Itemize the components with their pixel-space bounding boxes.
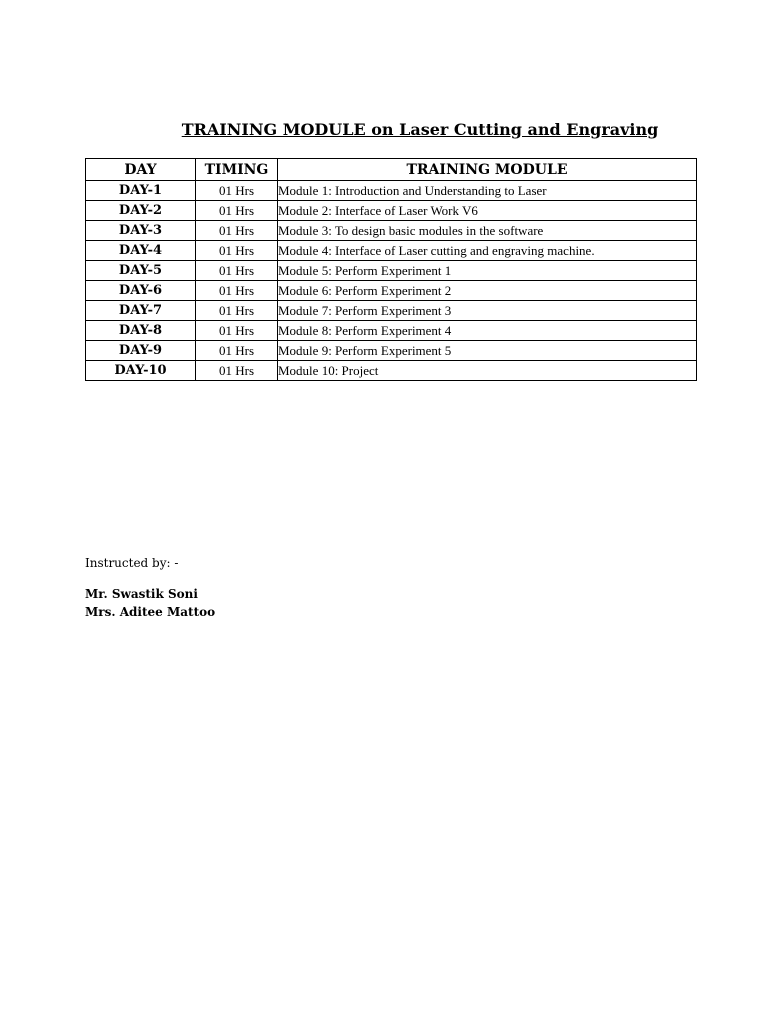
day-cell: DAY-4 — [86, 241, 196, 261]
document-title: TRAINING MODULE on Laser Cutting and Engraving — [181, 120, 659, 139]
column-header-day: DAY — [86, 159, 196, 181]
instructed-by-label: Instructed by: - — [85, 556, 179, 570]
module-cell: Module 6: Perform Experiment 2 — [278, 281, 697, 301]
timing-cell: 01 Hrs — [196, 181, 278, 201]
table-header-row — [86, 159, 697, 181]
table-row — [86, 321, 697, 341]
timing-cell: 01 Hrs — [196, 241, 278, 261]
day-cell: DAY-7 — [86, 301, 196, 321]
module-cell: Module 8: Perform Experiment 4 — [278, 321, 697, 341]
timing-cell: 01 Hrs — [196, 261, 278, 281]
module-cell: Module 9: Perform Experiment 5 — [278, 341, 697, 361]
module-cell: Module 2: Interface of Laser Work V6 — [278, 201, 697, 221]
instructor-list — [85, 585, 215, 621]
module-cell: Module 1: Introduction and Understanding to Laser — [278, 181, 697, 201]
timing-cell: 01 Hrs — [196, 341, 278, 361]
day-cell: DAY-8 — [86, 321, 196, 341]
timing-cell: 01 Hrs — [196, 321, 278, 341]
table-row — [86, 221, 697, 241]
table-row — [86, 201, 697, 221]
day-cell: DAY-3 — [86, 221, 196, 241]
column-header-module: TRAINING MODULE — [278, 159, 697, 181]
timing-cell: 01 Hrs — [196, 281, 278, 301]
table-row — [86, 261, 697, 281]
table-row — [86, 341, 697, 361]
day-cell: DAY-1 — [86, 181, 196, 201]
table-row — [86, 281, 697, 301]
training-schedule-table — [85, 158, 697, 381]
day-cell: DAY-10 — [86, 361, 196, 381]
day-cell: DAY-5 — [86, 261, 196, 281]
module-cell: Module 5: Perform Experiment 1 — [278, 261, 697, 281]
timing-cell: 01 Hrs — [196, 301, 278, 321]
table-row — [86, 241, 697, 261]
module-cell: Module 10: Project — [278, 361, 697, 381]
day-cell: DAY-2 — [86, 201, 196, 221]
timing-cell: 01 Hrs — [196, 201, 278, 221]
module-cell: Module 4: Interface of Laser cutting and engraving machine. — [278, 241, 697, 261]
column-header-timing: TIMING — [196, 159, 278, 181]
module-cell: Module 7: Perform Experiment 3 — [278, 301, 697, 321]
day-cell: DAY-6 — [86, 281, 196, 301]
table-row — [86, 361, 697, 381]
table-row — [86, 301, 697, 321]
table-row — [86, 181, 697, 201]
timing-cell: 01 Hrs — [196, 221, 278, 241]
instructor-name: Mrs. Aditee Mattoo — [85, 605, 216, 619]
day-cell: DAY-9 — [86, 341, 196, 361]
module-cell: Module 3: To design basic modules in the software — [278, 221, 697, 241]
instructor-name: Mr. Swastik Soni — [85, 587, 198, 601]
timing-cell: 01 Hrs — [196, 361, 278, 381]
